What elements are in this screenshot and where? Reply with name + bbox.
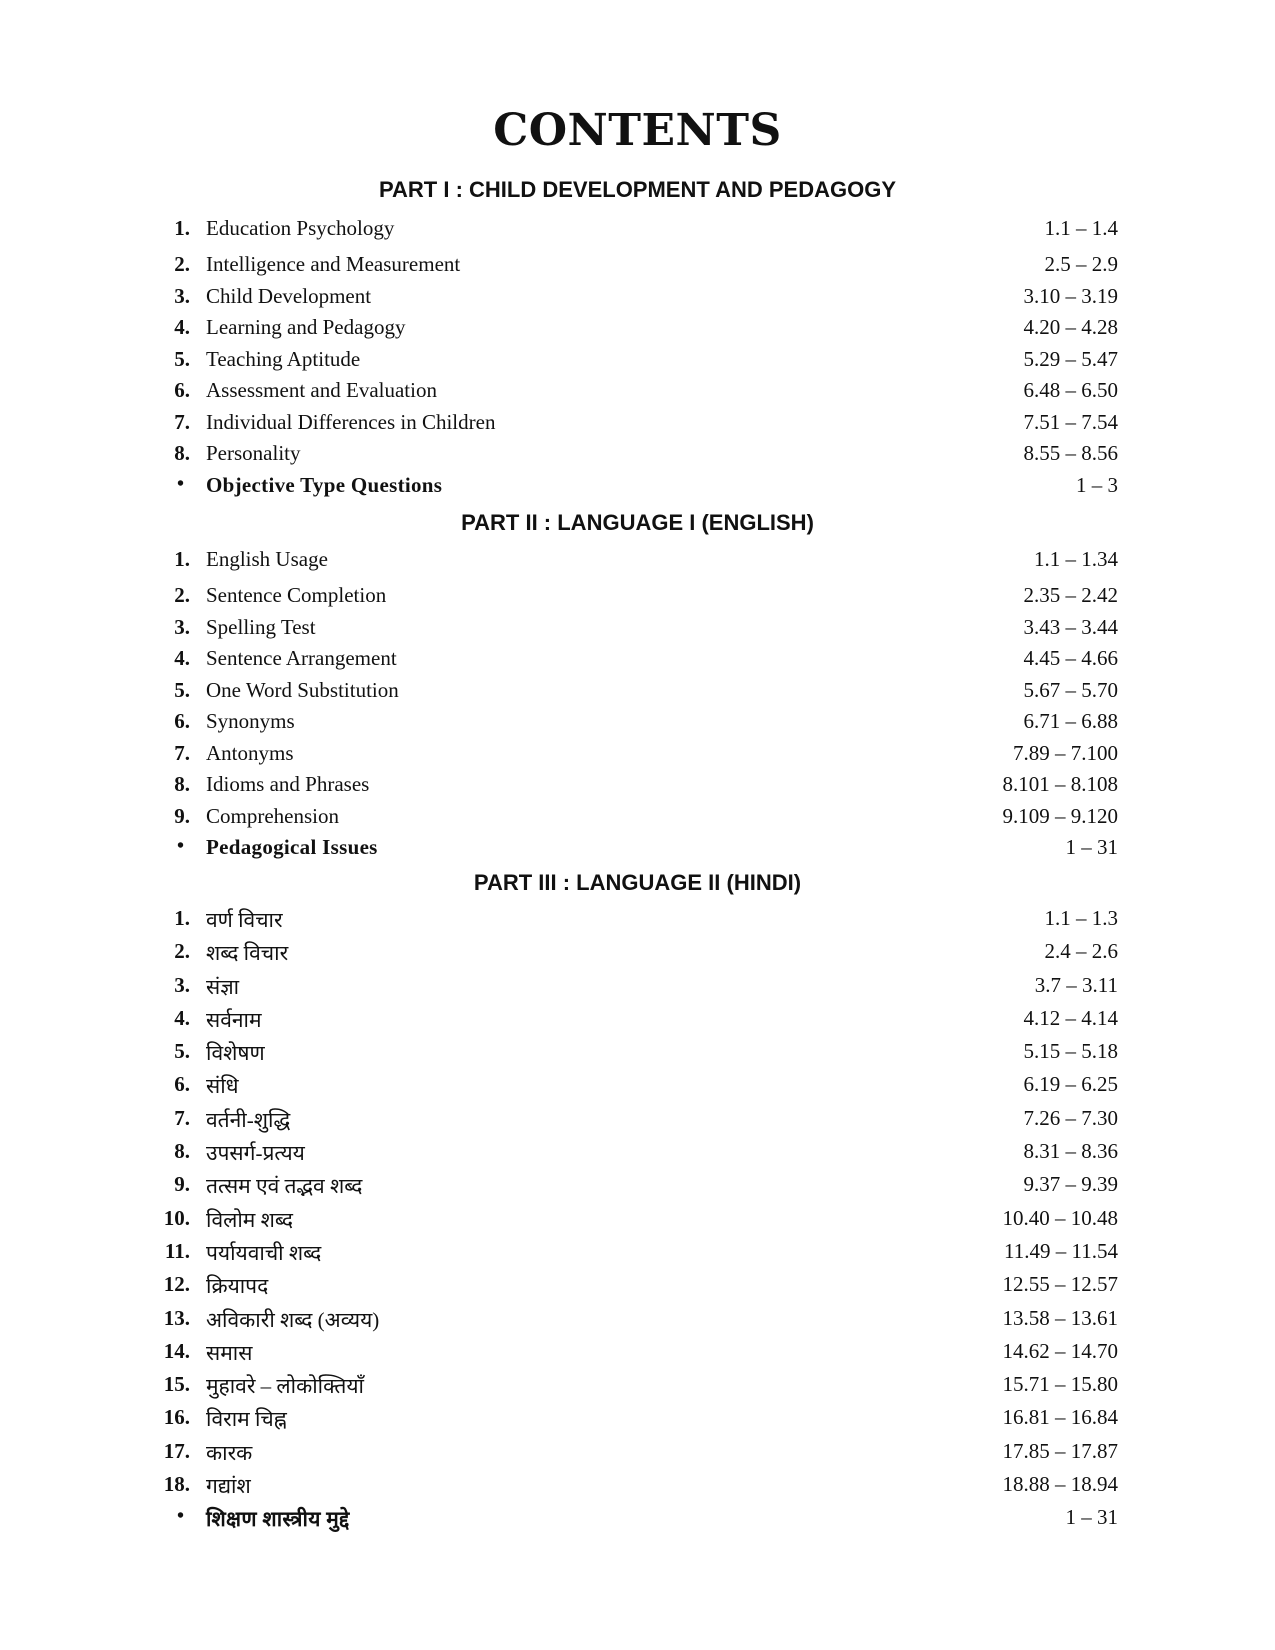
toc-entry-pages: 17.85 – 17.87 (1002, 1438, 1118, 1463)
toc-entry-pages: 1 – 31 (1065, 835, 1118, 859)
toc-entry-number: 2. (174, 939, 190, 964)
toc-entry (150, 212, 1118, 248)
toc-entry (150, 768, 1118, 800)
toc-entry-number: 4. (174, 1005, 190, 1030)
toc-entry-title: शिक्षण शास्त्रीय मुद्दे (206, 1507, 350, 1532)
toc-entry-number: 1. (174, 906, 190, 930)
toc-entry-title: One Word Substitution (206, 677, 399, 702)
toc-entry-number: 12. (163, 1272, 190, 1297)
toc-entry-title: Learning and Pedagogy (206, 315, 406, 339)
toc-bullet: • (177, 835, 185, 857)
toc-entry-pages: 18.88 – 18.94 (1002, 1472, 1118, 1497)
toc-entry (150, 737, 1118, 769)
toc-entry-number: 5. (174, 346, 190, 371)
toc-entry-number: 8. (174, 1139, 190, 1164)
toc-entry-pages: 8.31 – 8.36 (1023, 1139, 1118, 1164)
toc-entry-pages: 4.12 – 4.14 (1023, 1005, 1118, 1030)
toc-bullet: • (177, 472, 185, 495)
toc-entry (150, 280, 1118, 312)
toc-entry-pages: 1.1 – 1.3 (1044, 906, 1118, 930)
toc-entry-number: 2. (174, 252, 190, 276)
toc-entry (150, 1268, 1118, 1301)
toc-entry (150, 1168, 1118, 1201)
toc-entry-pages: 6.71 – 6.88 (1023, 709, 1118, 733)
toc-entry-title: वर्ण विचार (206, 908, 283, 932)
toc-entry-title: समास (206, 1340, 253, 1365)
toc-entry (150, 311, 1118, 343)
toc-entry (150, 1501, 1118, 1534)
toc-entry-pages: 8.101 – 8.108 (1002, 772, 1118, 796)
toc-entry-number: 6. (174, 378, 190, 402)
part-1-list (150, 212, 1118, 500)
toc-entry-number: 6. (174, 709, 190, 733)
toc-entry (150, 674, 1118, 706)
toc-entry-title: विशेषण (206, 1041, 265, 1066)
toc-entry-title: पर्यायवाची शब्द (206, 1240, 322, 1265)
part-2-list (150, 543, 1118, 863)
toc-entry (150, 969, 1118, 1002)
toc-entry-title: क्रियापद (206, 1274, 269, 1299)
toc-entry-number: 17. (163, 1438, 190, 1463)
toc-entry-pages: 7.26 – 7.30 (1023, 1105, 1118, 1130)
toc-entry (150, 543, 1118, 579)
toc-entry-pages: 9.109 – 9.120 (1002, 803, 1118, 828)
toc-entry (150, 1335, 1118, 1368)
toc-entry-title: Idioms and Phrases (206, 772, 370, 796)
toc-entry-pages: 11.49 – 11.54 (1004, 1238, 1118, 1263)
toc-entry-title: सर्वनाम (206, 1007, 262, 1032)
toc-entry (150, 374, 1118, 406)
toc-entry-pages: 12.55 – 12.57 (1002, 1272, 1118, 1297)
toc-entry-pages: 3.7 – 3.11 (1034, 972, 1118, 997)
toc-entry-title: Teaching Aptitude (206, 346, 361, 371)
toc-entry-pages: 6.19 – 6.25 (1023, 1072, 1118, 1097)
toc-entry-title: Comprehension (206, 803, 339, 828)
toc-entry-number: 3. (174, 972, 190, 997)
toc-entry (150, 1102, 1118, 1135)
toc-entry-pages: 8.55 – 8.56 (1023, 441, 1118, 465)
toc-entry-pages: 16.81 – 16.84 (1002, 1405, 1118, 1430)
toc-entry-pages: 4.45 – 4.66 (1023, 646, 1118, 670)
toc-entry-title: Child Development (206, 283, 372, 308)
toc-entry-pages: 6.48 – 6.50 (1023, 378, 1118, 402)
toc-entry-pages: 2.4 – 2.6 (1044, 939, 1118, 964)
toc-entry (150, 705, 1118, 737)
page-title: CONTENTS (493, 105, 782, 156)
toc-entry (150, 935, 1118, 968)
toc-entry-pages: 7.51 – 7.54 (1023, 409, 1118, 434)
toc-entry-title: उपसर्ग-प्रत्यय (206, 1141, 305, 1166)
toc-entry-number: 4. (174, 646, 190, 670)
toc-entry (150, 1202, 1118, 1235)
toc-entry-number: 1. (174, 216, 190, 240)
toc-entry-number: 8. (174, 441, 190, 465)
toc-entry-number: 13. (163, 1305, 190, 1330)
toc-entry-number: 3. (174, 614, 190, 639)
toc-entry-number: 8. (174, 772, 190, 796)
toc-entry (150, 611, 1118, 643)
toc-entry-number: 15. (163, 1372, 190, 1397)
part-3-heading: PART III : LANGUAGE II (HINDI) (473, 870, 802, 895)
toc-entry-number: 9. (174, 1172, 190, 1197)
toc-entry-title: Spelling Test (206, 614, 316, 639)
toc-entry-title: Objective Type Questions (206, 472, 443, 497)
toc-entry-number: 16. (163, 1405, 190, 1430)
toc-entry-title: विलोम शब्द (206, 1207, 294, 1232)
toc-entry-title: Personality (206, 441, 301, 465)
toc-entry-number: 6. (174, 1072, 190, 1097)
toc-entry-title: Sentence Arrangement (206, 646, 397, 670)
toc-entry-pages: 2.35 – 2.42 (1023, 583, 1118, 607)
toc-entry-title: अविकारी शब्द (अव्यय) (206, 1307, 380, 1332)
toc-entry (150, 1002, 1118, 1035)
toc-entry (150, 579, 1118, 611)
toc-entry-pages: 15.71 – 15.80 (1002, 1372, 1118, 1397)
toc-entry (150, 642, 1118, 674)
toc-entry-pages: 3.10 – 3.19 (1023, 283, 1118, 308)
part-1-heading: PART I : CHILD DEVELOPMENT AND PEDAGOGY (378, 177, 897, 202)
toc-entry-pages: 1 – 31 (1065, 1505, 1118, 1530)
toc-entry-title: Intelligence and Measurement (206, 252, 461, 276)
toc-entry-pages: 13.58 – 13.61 (1002, 1305, 1118, 1330)
toc-entry-pages: 2.5 – 2.9 (1044, 252, 1118, 276)
toc-entry (150, 1302, 1118, 1335)
toc-entry (150, 1401, 1118, 1434)
toc-entry (150, 1135, 1118, 1168)
toc-entry-number: 11. (164, 1238, 190, 1263)
toc-entry-title: संज्ञा (206, 974, 240, 999)
toc-entry (150, 1035, 1118, 1068)
toc-entry-number: 3. (174, 283, 190, 308)
toc-entry (150, 800, 1118, 832)
toc-entry-pages: 14.62 – 14.70 (1002, 1338, 1118, 1363)
toc-entry (150, 1468, 1118, 1501)
part-3-list (150, 902, 1118, 1535)
toc-entry (150, 406, 1118, 438)
toc-entry-number: 7. (174, 740, 190, 765)
toc-entry-title: संधि (206, 1074, 239, 1099)
toc-entry-pages: 3.43 – 3.44 (1023, 614, 1118, 639)
toc-entry (150, 1368, 1118, 1401)
toc-entry-title: शब्द विचार (206, 941, 289, 966)
toc-entry-pages: 9.37 – 9.39 (1023, 1172, 1118, 1197)
toc-entry-number: 18. (163, 1472, 190, 1497)
toc-entry-pages: 1.1 – 1.34 (1034, 547, 1118, 571)
toc-entry-title: Sentence Completion (206, 583, 387, 607)
toc-entry-title: English Usage (206, 547, 328, 571)
toc-entry-number: 9. (174, 803, 190, 828)
toc-entry (150, 902, 1118, 935)
toc-entry-title: विराम चिह्न (206, 1407, 287, 1432)
toc-bullet: • (177, 1505, 185, 1528)
toc-entry (150, 248, 1118, 280)
toc-entry-number: 2. (174, 583, 190, 607)
toc-entry (150, 1235, 1118, 1268)
toc-entry (150, 1435, 1118, 1468)
toc-entry-title: Synonyms (206, 709, 295, 733)
toc-entry-pages: 1 – 3 (1076, 472, 1118, 497)
toc-entry-pages: 5.67 – 5.70 (1023, 677, 1118, 702)
toc-entry (150, 1068, 1118, 1101)
toc-entry-title: Individual Differences in Children (206, 409, 496, 434)
toc-entry-number: 7. (174, 1105, 190, 1130)
toc-entry-pages: 1.1 – 1.4 (1044, 216, 1118, 240)
toc-entry-title: तत्सम एवं तद्भव शब्द (206, 1174, 363, 1199)
toc-entry-pages: 5.29 – 5.47 (1023, 346, 1118, 371)
toc-entry-title: मुहावरे – लोकोक्तियाँ (206, 1374, 364, 1399)
toc-entry-pages: 5.15 – 5.18 (1023, 1039, 1118, 1064)
toc-entry-number: 1. (174, 547, 190, 571)
toc-entry-pages: 7.89 – 7.100 (1013, 740, 1118, 765)
toc-entry-pages: 4.20 – 4.28 (1023, 315, 1118, 339)
toc-entry-title: वर्तनी-शुद्धि (206, 1107, 291, 1132)
toc-entry (150, 469, 1118, 501)
toc-entry-title: Assessment and Evaluation (206, 378, 437, 402)
toc-entry-title: कारक (206, 1440, 253, 1465)
toc-entry-title: Pedagogical Issues (206, 835, 378, 859)
toc-entry-number: 4. (174, 315, 190, 339)
toc-entry-number: 5. (174, 677, 190, 702)
toc-entry-number: 10. (163, 1205, 190, 1230)
toc-entry-title: Education Psychology (206, 216, 395, 240)
toc-entry-number: 5. (174, 1039, 190, 1064)
toc-entry-title: गद्यांश (206, 1474, 251, 1499)
toc-entry-pages: 10.40 – 10.48 (1002, 1205, 1118, 1230)
toc-entry-title: Antonyms (206, 740, 294, 765)
toc-entry (150, 831, 1118, 863)
toc-entry-number: 7. (174, 409, 190, 434)
toc-entry-number: 14. (163, 1338, 190, 1363)
toc-entry (150, 343, 1118, 375)
toc-entry (150, 437, 1118, 469)
part-2-heading: PART II : LANGUAGE I (ENGLISH) (461, 510, 814, 535)
